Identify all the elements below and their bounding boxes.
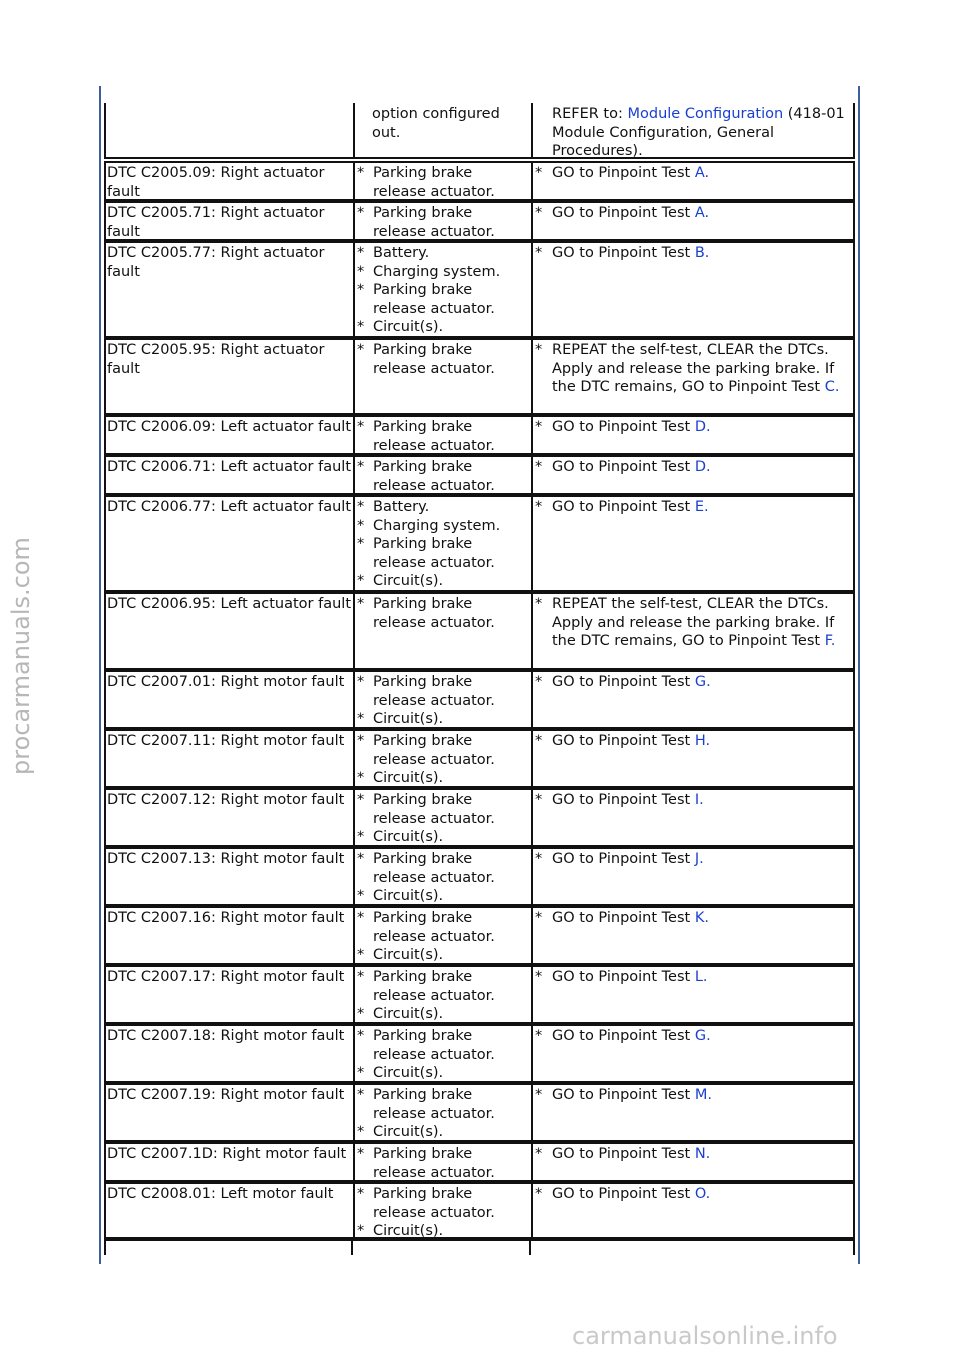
cause-text: Parking brake release actuator. — [373, 969, 495, 1004]
cause-cell — [353, 243, 532, 336]
cause-cell — [353, 1184, 532, 1237]
cause-text: Parking brake release actuator. — [373, 205, 495, 240]
cause-item — [355, 318, 532, 337]
action-item — [533, 968, 853, 987]
bullet-star: * — [535, 596, 543, 612]
cause-text: Battery. — [373, 245, 430, 261]
dtc-code: DTC C2008.01: Left motor fault — [107, 1186, 334, 1202]
cause-item — [355, 164, 532, 201]
module-configuration-link[interactable]: Module Configuration — [627, 106, 784, 122]
cause-cell — [353, 967, 532, 1022]
bullet-star: * — [535, 342, 543, 358]
cause-item — [355, 1145, 532, 1182]
action-cell — [531, 672, 853, 727]
cause-cell — [353, 497, 532, 590]
cause-text: Parking brake release actuator. — [373, 596, 495, 631]
cause-cell — [353, 594, 532, 668]
cause-text: Circuit(s). — [373, 888, 444, 904]
dtc-cell — [106, 457, 353, 493]
table-row — [104, 495, 855, 592]
action-cell — [531, 731, 853, 786]
dtc-code: DTC C2007.13: Right motor fault — [107, 851, 345, 867]
cause-cell — [353, 908, 532, 963]
cause-item — [355, 1123, 532, 1142]
action-item — [533, 1185, 853, 1204]
bullet-star: * — [357, 1124, 365, 1140]
action-item — [533, 204, 853, 223]
bullet-star: * — [535, 1186, 543, 1202]
bullet-star: * — [357, 888, 365, 904]
action-text — [552, 968, 845, 987]
table-row — [104, 161, 855, 201]
action-item — [533, 418, 853, 437]
bullet-star: * — [357, 282, 365, 298]
cause-item — [355, 595, 532, 632]
cause-text: Parking brake release actuator. — [373, 851, 495, 886]
pinpoint-test-link[interactable]: J. — [694, 851, 704, 867]
cause-item — [355, 517, 532, 536]
cause-item — [355, 850, 532, 887]
cause-cell — [353, 1144, 532, 1180]
pinpoint-test-link[interactable]: H. — [694, 733, 711, 749]
action-cell — [531, 967, 853, 1022]
bullet-star: * — [535, 1087, 543, 1103]
bullet-star: * — [535, 910, 543, 926]
cause-text: Parking brake release actuator. — [373, 165, 495, 200]
action-item — [533, 673, 853, 692]
pinpoint-test-link[interactable]: E. — [694, 499, 709, 515]
action-cell — [531, 790, 853, 845]
action-cell — [531, 1144, 853, 1180]
action-item — [533, 1145, 853, 1164]
bullet-star: * — [535, 205, 543, 221]
action-text — [552, 673, 845, 692]
cause-text: Circuit(s). — [373, 573, 444, 589]
cause-item — [355, 909, 532, 946]
cause-cell — [353, 103, 532, 157]
cause-item — [355, 968, 532, 1005]
bullet-star: * — [357, 969, 365, 985]
dtc-code: DTC C2007.19: Right motor fault — [107, 1087, 345, 1103]
dtc-code: DTC C2006.95: Left actuator fault — [107, 596, 352, 612]
cause-cell — [353, 1085, 532, 1140]
table-row — [104, 1182, 855, 1239]
action-text — [552, 498, 845, 517]
bullet-star: * — [535, 969, 543, 985]
action-label: GO to Pinpoint Test — [552, 851, 695, 867]
dtc-code: DTC C2005.95: Right actuator fault — [107, 342, 325, 377]
bottom-watermark: carmanualsonline.info — [572, 1322, 838, 1350]
cause-text: Parking brake release actuator. — [373, 910, 495, 945]
cause-item — [355, 791, 532, 828]
action-text — [552, 850, 845, 869]
action-item — [533, 458, 853, 477]
dtc-code: DTC C2007.16: Right motor fault — [107, 910, 345, 926]
dtc-cell — [106, 672, 353, 727]
action-cell — [531, 1085, 853, 1140]
cause-text: Parking brake release actuator. — [373, 1186, 495, 1221]
table-row — [104, 965, 855, 1024]
cause-item — [355, 458, 532, 495]
cause-item — [355, 281, 532, 318]
dtc-cell — [106, 103, 353, 157]
pinpoint-test-link[interactable]: G. — [694, 674, 711, 690]
dtc-cell — [106, 497, 353, 590]
table-row — [104, 241, 855, 338]
bullet-star: * — [357, 205, 365, 221]
cause-text: Parking brake release actuator. — [373, 419, 495, 454]
bullet-star: * — [535, 499, 543, 515]
cause-text: Parking brake release actuator. — [373, 1146, 495, 1181]
action-label: GO to Pinpoint Test — [552, 733, 695, 749]
action-label: GO to Pinpoint Test — [552, 1087, 695, 1103]
refer-suffix: (418-01 Module Configuration, General Procedures). — [552, 106, 845, 159]
cause-cell — [353, 672, 532, 727]
table-row — [104, 1024, 855, 1083]
cause-item — [355, 418, 532, 455]
action-item — [533, 850, 853, 869]
cause-cell — [353, 203, 532, 239]
cause-text: Charging system. — [373, 263, 501, 280]
bullet-star: * — [357, 319, 365, 335]
action-label: GO to Pinpoint Test — [552, 499, 695, 515]
cause-item — [355, 1185, 532, 1222]
dtc-code: DTC C2007.1D: Right motor fault — [107, 1146, 347, 1162]
cause-item — [355, 946, 532, 965]
table-row — [104, 847, 855, 906]
table-row — [104, 592, 855, 670]
bullet-star: * — [535, 733, 543, 749]
dtc-cell — [106, 849, 353, 904]
cause-item — [355, 828, 532, 847]
bullet-star: * — [535, 1028, 543, 1044]
table-row — [104, 729, 855, 788]
cause-cell — [353, 417, 532, 453]
cause-item — [355, 1222, 532, 1241]
action-text — [552, 595, 845, 651]
bullet-star: * — [357, 1146, 365, 1162]
cause-text: Parking brake release actuator. — [373, 536, 495, 571]
cause-item — [355, 1005, 532, 1024]
action-cell — [531, 849, 853, 904]
action-cell — [531, 457, 853, 493]
pinpoint-test-link[interactable]: A. — [694, 165, 710, 181]
refer-label: REFER to: — [552, 106, 628, 122]
dtc-cell — [106, 340, 353, 413]
cause-text: Charging system. — [373, 517, 501, 534]
dtc-code: DTC C2005.77: Right actuator fault — [107, 245, 325, 280]
bullet-star: * — [357, 165, 365, 181]
action-label: GO to Pinpoint Test — [552, 165, 695, 181]
pinpoint-test-link[interactable]: N. — [694, 1146, 711, 1162]
cause-text: Circuit(s). — [373, 1065, 444, 1081]
dtc-cell — [106, 243, 353, 336]
table-row — [104, 1083, 855, 1142]
bullet-star: * — [357, 1028, 365, 1044]
action-item — [533, 732, 853, 751]
action-item — [533, 791, 853, 810]
pinpoint-test-link[interactable]: F. — [824, 633, 836, 649]
cause-text: Circuit(s). — [373, 711, 444, 727]
action-item — [533, 164, 853, 183]
action-text — [552, 164, 845, 183]
cause-cell — [353, 163, 532, 199]
action-cell — [531, 163, 853, 199]
table-row — [104, 455, 855, 495]
cause-cell — [353, 849, 532, 904]
pinpoint-test-link[interactable]: A. — [694, 205, 710, 221]
bullet-star: * — [357, 829, 365, 845]
dtc-cell — [106, 203, 353, 239]
cause-cell — [353, 731, 532, 786]
pinpoint-test-link[interactable]: C. — [824, 379, 840, 395]
action-label: GO to Pinpoint Test — [552, 1146, 695, 1162]
bullet-star: * — [357, 459, 365, 475]
action-label: GO to Pinpoint Test — [552, 205, 695, 221]
bullet-star: * — [357, 499, 365, 515]
cause-text: Parking brake release actuator. — [373, 674, 495, 709]
action-cell — [531, 417, 853, 453]
cause-text: Circuit(s). — [373, 829, 444, 845]
action-label: GO to Pinpoint Test — [552, 969, 695, 985]
dtc-cell — [106, 594, 353, 668]
dtc-cell — [106, 1026, 353, 1081]
bullet-star: * — [535, 459, 543, 475]
cause-item — [355, 498, 532, 517]
bullet-star: * — [357, 263, 365, 280]
action-text — [552, 732, 845, 751]
pinpoint-test-link[interactable]: D. — [694, 459, 711, 475]
dtc-cell — [106, 417, 353, 453]
cause-item — [355, 732, 532, 769]
cause-text: Circuit(s). — [373, 1223, 444, 1239]
dtc-code: DTC C2007.01: Right motor fault — [107, 674, 345, 690]
table-row — [104, 1142, 855, 1182]
action-item — [533, 595, 853, 651]
bullet-star: * — [357, 419, 365, 435]
table-row — [104, 788, 855, 847]
action-text — [533, 103, 853, 161]
cause-item — [355, 673, 532, 710]
pinpoint-test-link[interactable]: I. — [694, 792, 704, 808]
table-row — [104, 415, 855, 455]
dtc-code: DTC C2006.09: Left actuator fault — [107, 419, 352, 435]
cause-item — [355, 535, 532, 572]
action-cell — [531, 1184, 853, 1237]
action-label: GO to Pinpoint Test — [552, 1028, 695, 1044]
action-cell — [531, 1026, 853, 1081]
side-watermark: procarmanuals.com — [7, 537, 35, 775]
pinpoint-test-link[interactable]: M. — [694, 1087, 712, 1103]
cause-item — [355, 263, 532, 282]
dtc-cell — [106, 163, 353, 199]
action-text — [552, 341, 845, 397]
action-text — [552, 909, 845, 928]
cause-text: Parking brake release actuator. — [373, 792, 495, 827]
table-row-continued — [104, 103, 855, 159]
dtc-cell — [106, 967, 353, 1022]
cause-text: Battery. — [373, 499, 430, 515]
bullet-star: * — [357, 792, 365, 808]
cause-cell — [353, 340, 532, 413]
cause-text: Parking brake release actuator. — [373, 1028, 495, 1063]
bullet-star: * — [357, 1065, 365, 1081]
bullet-star: * — [535, 419, 543, 435]
action-cell — [531, 594, 853, 668]
action-cell — [531, 243, 853, 336]
table-row — [104, 201, 855, 241]
cause-text: option configured out. — [372, 106, 500, 141]
action-label: REPEAT the self-test, CLEAR the DTCs. Apply and release the parking brake. If the DTC remains, GO to Pinpoint Test — [552, 596, 835, 649]
action-text — [552, 244, 845, 263]
cause-text: Circuit(s). — [373, 319, 444, 335]
action-label: GO to Pinpoint Test — [552, 245, 695, 261]
pinpoint-test-link[interactable]: L. — [694, 969, 708, 985]
action-label: GO to Pinpoint Test — [552, 419, 695, 435]
cause-item — [355, 572, 532, 591]
action-cell — [531, 497, 853, 590]
bullet-star: * — [357, 947, 365, 963]
bullet-star: * — [357, 711, 365, 727]
action-label: GO to Pinpoint Test — [552, 1186, 695, 1202]
cause-text: Circuit(s). — [373, 770, 444, 786]
dtc-cell — [106, 731, 353, 786]
cause-item — [355, 769, 532, 788]
cause-item — [355, 1086, 532, 1123]
table-bottom-edge — [104, 1239, 855, 1255]
cause-item — [355, 710, 532, 729]
action-cell — [531, 203, 853, 239]
dtc-code: DTC C2005.09: Right actuator fault — [107, 165, 325, 200]
bullet-star: * — [535, 674, 543, 690]
cause-text: Parking brake release actuator. — [373, 733, 495, 768]
bullet-star: * — [357, 674, 365, 690]
action-label: GO to Pinpoint Test — [552, 459, 695, 475]
dtc-code: DTC C2007.12: Right motor fault — [107, 792, 345, 808]
bullet-star: * — [357, 1186, 365, 1202]
action-text — [552, 458, 845, 477]
dtc-cell — [106, 1144, 353, 1180]
bullet-star: * — [357, 536, 365, 552]
action-text — [552, 1086, 845, 1105]
table-row — [104, 906, 855, 965]
action-text — [552, 418, 845, 437]
action-label: GO to Pinpoint Test — [552, 792, 695, 808]
left-margin-rule — [99, 86, 101, 1264]
action-label: GO to Pinpoint Test — [552, 910, 695, 926]
cause-item — [355, 244, 532, 263]
pinpoint-test-link[interactable]: B. — [694, 245, 710, 261]
dtc-code: DTC C2006.71: Left actuator fault — [107, 459, 352, 475]
bullet-star: * — [357, 851, 365, 867]
cause-item — [355, 1064, 532, 1083]
pinpoint-test-link[interactable]: K. — [694, 910, 709, 926]
bullet-star: * — [357, 596, 365, 612]
cause-item — [355, 1027, 532, 1064]
table-row — [104, 670, 855, 729]
bullet-star: * — [357, 1087, 365, 1103]
cause-text: Parking brake release actuator. — [373, 282, 495, 317]
action-item — [533, 244, 853, 263]
dtc-code: DTC C2007.17: Right motor fault — [107, 969, 345, 985]
action-text — [552, 1185, 845, 1204]
action-cell — [531, 908, 853, 963]
bullet-star: * — [357, 573, 365, 589]
action-item — [533, 498, 853, 517]
cause-item — [355, 887, 532, 906]
cause-item — [355, 204, 532, 241]
action-cell — [531, 103, 853, 157]
action-item — [533, 1027, 853, 1046]
cause-cell — [353, 790, 532, 845]
bullet-star: * — [357, 910, 365, 926]
action-text — [552, 1145, 845, 1164]
dtc-cell — [106, 1184, 353, 1237]
cause-text: Circuit(s). — [373, 1006, 444, 1022]
cause-text: Parking brake release actuator. — [373, 342, 495, 377]
pinpoint-test-link[interactable]: O. — [694, 1186, 711, 1202]
action-item — [533, 909, 853, 928]
cause-item — [355, 341, 532, 378]
cause-text: Parking brake release actuator. — [373, 459, 495, 494]
cause-cell — [353, 1026, 532, 1081]
action-text — [552, 791, 845, 810]
cause-text: Parking brake release actuator. — [373, 1087, 495, 1122]
dtc-code: DTC C2007.11: Right motor fault — [107, 733, 345, 749]
pinpoint-test-link[interactable]: G. — [694, 1028, 711, 1044]
bullet-star: * — [535, 1146, 543, 1162]
cause-text: Circuit(s). — [373, 1124, 444, 1140]
bullet-star: * — [535, 792, 543, 808]
cause-cell — [353, 457, 532, 493]
action-text — [552, 1027, 845, 1046]
bullet-star: * — [535, 165, 543, 181]
bullet-star: * — [535, 851, 543, 867]
dtc-code: DTC C2006.77: Left actuator fault — [107, 499, 352, 515]
dtc-code: DTC C2005.71: Right actuator fault — [107, 205, 325, 240]
action-cell — [531, 340, 853, 413]
action-label: GO to Pinpoint Test — [552, 674, 695, 690]
cause-text: Circuit(s). — [373, 947, 444, 963]
bullet-star: * — [357, 1006, 365, 1022]
dtc-cell — [106, 790, 353, 845]
pinpoint-test-link[interactable]: D. — [694, 419, 711, 435]
table-row — [104, 338, 855, 415]
dtc-cell — [106, 908, 353, 963]
bullet-star: * — [357, 770, 365, 786]
bullet-star: * — [357, 733, 365, 749]
bullet-star: * — [535, 245, 543, 261]
dtc-cell — [106, 1085, 353, 1140]
right-margin-rule — [858, 86, 860, 1264]
bullet-star: * — [357, 342, 365, 358]
action-text — [552, 204, 845, 223]
bullet-star: * — [357, 1223, 365, 1239]
dtc-code: DTC C2007.18: Right motor fault — [107, 1028, 345, 1044]
action-label: REPEAT the self-test, CLEAR the DTCs. Apply and release the parking brake. If the DTC remains, GO to Pinpoint Test — [552, 342, 835, 395]
bullet-star: * — [357, 517, 365, 534]
bullet-star: * — [357, 245, 365, 261]
action-item — [533, 1086, 853, 1105]
action-item — [533, 341, 853, 397]
